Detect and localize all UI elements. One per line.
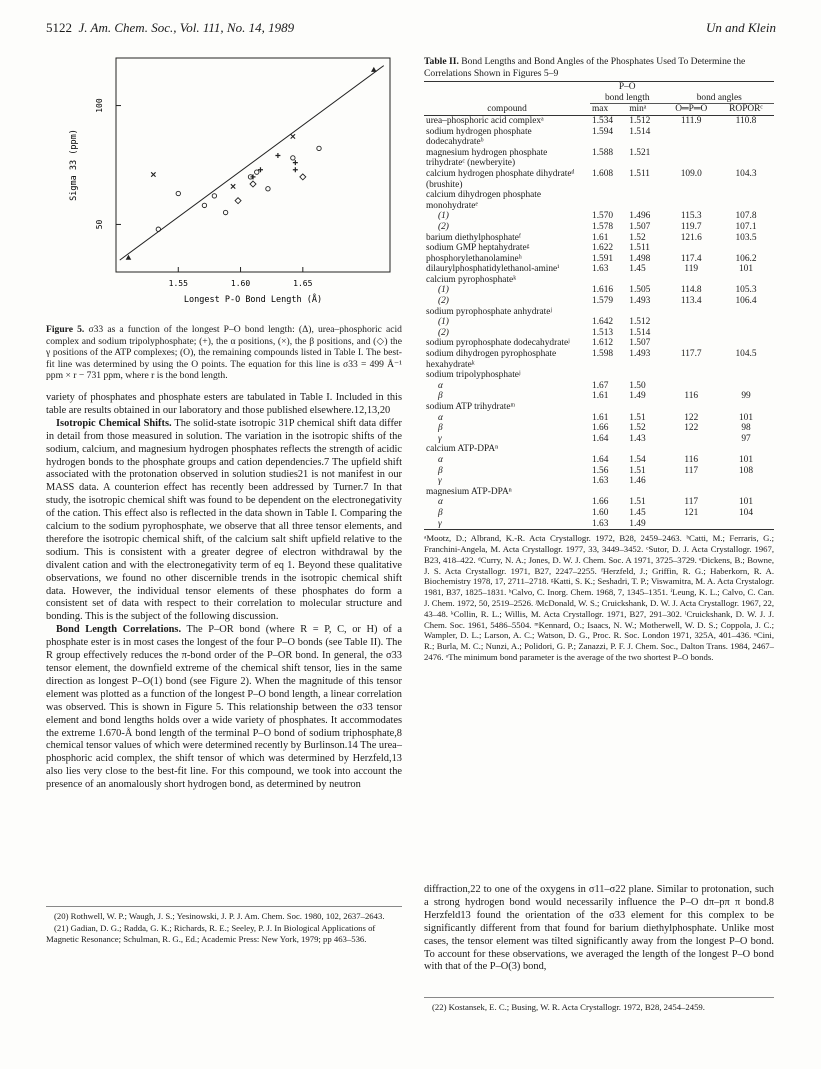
table-row	[424, 148, 774, 169]
cell-min	[627, 402, 664, 413]
header-max: max	[590, 104, 627, 116]
cell-compound: urea–phosphoric acid complexᵃ	[426, 115, 544, 126]
cell-max: 1.642	[592, 317, 614, 328]
cell-max: 1.534	[592, 115, 614, 126]
header-po: P–O	[590, 82, 665, 93]
table-row	[424, 497, 774, 508]
cell-compound: magnesium ATP-DPAⁿ	[426, 486, 512, 497]
table-2	[424, 81, 774, 530]
header-ropor: ROPORᶜ	[718, 104, 774, 116]
cell-a2	[718, 370, 774, 381]
table-row	[424, 508, 774, 519]
cell-max	[590, 487, 627, 498]
table-row	[424, 275, 774, 286]
table-row	[424, 466, 774, 477]
cell-max: 1.579	[592, 296, 614, 307]
cell-a2: 101	[738, 264, 754, 275]
triangle-point	[371, 67, 377, 72]
cell-compound: α	[438, 454, 443, 465]
page-number: 5122	[46, 20, 72, 35]
cell-compound: barium diethylphosphateᶠ	[426, 232, 521, 243]
table-row	[424, 328, 774, 339]
cell-max: 1.61	[592, 232, 609, 243]
cell-max: 1.61	[592, 391, 609, 402]
cell-a2	[718, 307, 774, 318]
cell-a1	[665, 519, 719, 530]
cell-min: 1.51	[629, 465, 646, 476]
figure-caption	[46, 324, 402, 382]
cell-compound: (1)	[438, 211, 449, 222]
cell-min: 1.514	[629, 126, 651, 137]
table-body	[424, 115, 774, 529]
left-footnotes	[46, 906, 402, 945]
cell-a1: 113.4	[680, 296, 702, 307]
cell-compound: dilaurylphosphatidylethanol-amineⁱ	[426, 264, 560, 275]
cell-max: 1.594	[592, 126, 614, 137]
table-row	[424, 307, 774, 318]
cell-a2: 107.8	[735, 211, 757, 222]
cell-max: 1.612	[592, 338, 614, 349]
cell-max	[590, 307, 627, 318]
cell-compound: calcium pyrophosphateᵏ	[426, 274, 517, 285]
header-min: minᵃ	[627, 104, 664, 116]
cell-a1	[665, 190, 719, 211]
cell-max: 1.622	[592, 243, 614, 254]
cell-min: 1.507	[629, 221, 651, 232]
x-tick-label: 1.55	[168, 279, 188, 288]
cell-compound: sodium pyrophosphate anhydrateʲ	[426, 306, 552, 317]
cell-compound: sodium tripolyphosphateʲ	[426, 370, 521, 381]
cell-a2: 104.5	[735, 349, 757, 360]
cell-a2	[718, 148, 774, 169]
cell-max: 1.64	[592, 433, 609, 444]
table-row	[424, 413, 774, 424]
table-row	[424, 423, 774, 434]
circle-point	[176, 191, 180, 195]
cell-a2	[718, 243, 774, 254]
cell-compound: sodium pyrophosphate dodecahydrateʲ	[426, 338, 570, 349]
header-bond-angles: bond angles	[665, 93, 775, 104]
table-title-text: Bond Lengths and Bond Angles of the Phosphates Used To Determine the Correlations Shown in Figures 5–9	[424, 56, 746, 79]
cell-a2: 107.1	[735, 221, 757, 232]
footnote-20: (20) Rothwell, W. P.; Waugh, J. S.; Yesinowski, J. P. J. Am. Chem. Soc. 1980, 102, 2637–2643.	[54, 911, 385, 921]
cell-a2	[718, 328, 774, 339]
paragraph-1: variety of phosphates and phosphate esters are tabulated in Table I. Included in this table are results obtained in our laboratory and those published elsewhere.12,13,20	[46, 391, 402, 416]
cell-max: 1.616	[592, 285, 614, 296]
circle-point	[291, 156, 295, 160]
right-body-text	[424, 884, 774, 974]
cell-compound: calcium ATP-DPAⁿ	[426, 444, 499, 455]
cell-a1	[665, 476, 719, 487]
cell-min: 1.51	[629, 412, 646, 423]
cell-min: 1.45	[629, 264, 646, 275]
cell-max: 1.608	[592, 168, 614, 179]
cell-max: 1.67	[592, 380, 609, 391]
table-row	[424, 487, 774, 498]
cell-min: 1.512	[629, 115, 651, 126]
cell-max: 1.63	[592, 476, 609, 487]
cell-min: 1.46	[629, 476, 646, 487]
footnote-21: (21) Gadian, D. G.; Radda, G. K.; Richards, R. E.; Seeley, P. J. In Biological Applications of Magnetic Resonance; Schulman, R. G., Ed.; Academic Press: New York, 1979; pp 463–536.	[46, 922, 376, 944]
cell-a1: 119	[684, 264, 699, 275]
diamond-point	[250, 181, 256, 187]
cell-compound: sodium hydrogen phosphate dodecahydrateᵇ	[426, 126, 532, 148]
right-footnotes	[424, 997, 774, 1013]
cell-max: 1.63	[590, 519, 627, 530]
table-row	[424, 455, 774, 466]
cell-max: 1.66	[592, 423, 609, 434]
cell-compound: phosphorylethanolamineʰ	[426, 253, 522, 264]
cell-a1	[665, 381, 719, 392]
right-paragraph: diffraction,22 to one of the oxygens in σ11–σ22 plane. Similar to protonation, such a strong hydrogen bond would necessarily influence the P–O dπ–pπ π bond.8 Herzfeld13 found the orientation of the σ33 element for this complex to be significantly different from that found for barium diethylphosphate. Unlike most cases, the tensor element was tilted significantly away from the longest P–O bond. To account for these observations, we averaged the length of the longest P–O bond with that of the P–O(3) bond,	[424, 884, 774, 973]
cell-min	[627, 275, 664, 286]
cell-a2	[718, 444, 774, 455]
table-row	[424, 381, 774, 392]
header-left	[46, 20, 294, 36]
section-heading-isotropic: Isotropic Chemical Shifts.	[56, 417, 172, 429]
footnote-22: (22) Kostansek, E. C.; Busing, W. R. Acta Crystallogr. 1972, B28, 2454–2459.	[432, 1002, 705, 1012]
cell-a1: 121.6	[680, 232, 702, 243]
cell-a1: 114.8	[680, 285, 702, 296]
cell-a2	[718, 275, 774, 286]
cell-compound: γ	[438, 476, 442, 487]
cell-a2	[718, 402, 774, 413]
cell-compound: β	[438, 391, 443, 402]
cell-a2: 106.2	[735, 253, 757, 264]
cell-max: 1.588	[592, 147, 614, 158]
cell-max: 1.56	[592, 465, 609, 476]
cell-min: 1.511	[629, 243, 650, 254]
cell-compound: calcium hydrogen phosphate dihydrateᵈ (brushite)	[426, 168, 575, 190]
cell-a2: 101	[738, 412, 754, 423]
cell-max: 1.66	[592, 497, 609, 508]
page-header	[46, 20, 776, 38]
cell-max	[590, 275, 627, 286]
cell-a1: 117	[684, 497, 699, 508]
circle-point	[255, 170, 259, 174]
cell-min: 1.51	[629, 497, 646, 508]
paragraph-3-text: The P–OR bond (where R = P, C, or H) of a phosphate ester is in most cases the longest of the four P–O bonds (see Table II). The R group effectively reduces the π-bond order of the P–OR bond. In general, the σ33 tensor element, the downfield extreme of the chemical shift tensor, lies in the same direction as longest P–O(1) bond (see Figure 2). When the magnitude of this tensor element was plotted as a function of the longest P–O bond length, a linear correlation was observed. This is shown in Figure 5. This relationship between the σ33 tensor element and bond lengths holds over a wide variety of phosphates. It accommodates the extreme 1.670-Å bond length of the terminal P–O bond of sodium triphosphate,8 chemical tensor values of which were determined recently by Burlinson.14 The urea–phosphoric acid complex, the shift tensor of which was determined by Herzfeld,13 also lies very close to the best-fit line. For this compound, we took into account the presence of an anomalously short hydrogen bond, as determined by neutron	[46, 624, 402, 791]
y-tick-label: 100	[95, 98, 104, 113]
cell-compound: α	[438, 497, 443, 508]
x-tick-label: 1.65	[293, 279, 313, 288]
cell-min: 1.505	[629, 285, 651, 296]
cell-compound: α	[438, 412, 443, 423]
cell-max: 1.64	[592, 454, 609, 465]
cross-point	[151, 172, 155, 176]
diamond-point	[300, 174, 306, 180]
table-row	[424, 264, 774, 275]
cell-min: 1.496	[629, 211, 651, 222]
table-row	[424, 434, 774, 445]
cell-a1: 117.7	[680, 349, 702, 360]
cell-a2: 105.3	[735, 285, 757, 296]
cell-a1: 116	[684, 391, 699, 402]
cell-a2: 108	[738, 465, 754, 476]
table-row	[424, 370, 774, 381]
table-row	[424, 190, 774, 211]
cell-compound: α	[438, 380, 443, 391]
cell-a1: 117.4	[680, 253, 702, 264]
paragraph-2-text: The solid-state isotropic 31P chemical shift data differ in detail from those measured in solution. The variation in the isotropic shifts of the sodium, calcium, and magnesium hydrogen phosphates reflects the strength of acidic hydrogen bonds to the phosphate groups and cation dependencies.7 The upfield shift associated with the protonation observed in solution studies21 is not manifest in our MASS data. A counterion effect has recently been addressed by Turner.7 In that study, the isotropic chemical shift was found to be dependent on the electronegativity of the cation. This effect also is reflected in the data shown in Table I. Comparing the calcium to the sodium pyrophosphate, we observe that all three tensor elements, and therefore the isotropic chemical shift, of the calcium salt shift upfield relative to the sodium. This is consistent with a greater degree of electron withdrawal by the divalent cation and with the electronegativity term of eq 1. Beyond these qualitative observations, we found no other discernible trends in the isotropic chemical shift data. However, the individual tensor elements of these phosphates do form a consistent set of data with respect to their correlation to molecular structure and bonding. This is the subject of the following discussion.	[46, 417, 402, 623]
header-spacer-2	[665, 82, 775, 93]
cell-min: 1.49	[629, 391, 646, 402]
table-row	[424, 233, 774, 244]
circle-point	[266, 187, 270, 191]
cell-a2	[718, 127, 774, 148]
cell-a1	[665, 317, 719, 328]
cell-a2: 104.3	[735, 168, 757, 179]
cross-point	[291, 134, 295, 138]
cell-a1: 117	[684, 465, 699, 476]
cell-a2: 97	[741, 433, 751, 444]
table-row	[424, 317, 774, 328]
cell-max: 1.513	[592, 327, 614, 338]
header-compound: compound	[424, 104, 590, 116]
cell-min	[627, 487, 664, 498]
cell-max	[590, 444, 627, 455]
cell-max: 1.60	[592, 507, 609, 518]
cell-compound: (1)	[438, 285, 449, 296]
cell-compound: (2)	[438, 221, 449, 232]
cell-max: 1.61	[592, 412, 609, 423]
cell-max	[590, 190, 627, 211]
cell-a1	[665, 444, 719, 455]
table-header-row-3	[424, 104, 774, 116]
cell-a2: 101	[738, 454, 754, 465]
cell-a2	[718, 476, 774, 487]
cell-min: 1.493	[629, 296, 651, 307]
table-header-row-1	[424, 82, 774, 93]
cell-a2: 99	[741, 391, 751, 402]
cell-a1: 115.3	[680, 211, 702, 222]
cell-a2: 106.4	[735, 296, 757, 307]
cell-compound: γ	[438, 433, 442, 444]
cell-max: 1.63	[592, 264, 609, 275]
cell-max: 1.591	[592, 253, 614, 264]
right-column	[424, 40, 774, 663]
cell-compound: (1)	[438, 317, 449, 328]
table-row	[424, 476, 774, 487]
cell-a2: 98	[741, 423, 751, 434]
table-row	[424, 127, 774, 148]
cell-a1	[665, 243, 719, 254]
table-row	[424, 402, 774, 413]
cell-compound: β	[438, 465, 443, 476]
cell-a1: 109.0	[680, 168, 702, 179]
table-title	[424, 56, 774, 79]
plus-point	[275, 153, 280, 158]
y-axis-label: Sigma 33 (ppm)	[69, 129, 79, 201]
cell-compound: γ	[424, 519, 590, 530]
cell-a2	[718, 487, 774, 498]
cell-min: 1.514	[629, 327, 651, 338]
table-row	[424, 285, 774, 296]
table-notes: ᵃMootz, D.; Albrand, K.-R. Acta Crystallogr. 1972, B28, 2459–2463. ᵇCatti, M.; Ferraris, G.; Franchini-Angela, M. Acta Crystallogr. 1977, 33, 3449–3452. ᶜSutor, D. J. Acta Crystallogr. 1967, B23, 418–422. ᵈCurry, N. A.; Jones, D. W. J. Chem. Soc. A 1971, 3725–3729. ᵉDickens, B.; Bowne, J. S. Acta Crystallogr. 1971, B27, 2247–2255. ᶠHerzfeld, J.; Griffin, R. G.; Haberkorn, R. A. Biochemistry 1978, 17, 2711–2718. ᵍKatti, S. K.; Seshadri, T. P.; Viswamitra, M. A. Acta Crystalogr. 1981, B37, 1825–1831. ʰCalvo, C. Inorg. Chem. 1968, 7, 1345–1351. ⁱLeung, K. L.; Calvo, C. Can. J. Chem. 1972, 50, 2519–2526. ʲMcDonald, W. S.; Cruickshank, D. W. J. Acta Crystallogr. 1967, 22, 43–48. ᵏCollin, R. L.; Willis, M. Acta Crystallogr. 1971, B27, 291–302. ˡCruickshank, D. W. J. J. Chem. Soc. 1961, 5486–5504. ᵐKennard, O.; Isaacs, N. W.; Motherwell, W. D. S.; Coppola, J. C.; Wampler, D. L.; Larson, A. C.; Watson, D. G., Proc. R. Soc. London 1971, 325A, 401–436. ⁿCini, R.; Burla, M. C.; Nunzi, A.; Polidori, G. P.; Zanazzi, P. F. J. Chem. Soc., Dalton Trans. 1984, 2467–2476. ᵒThe minimum bond parameter is the average of the two shortest P–O bonds.	[424, 533, 774, 662]
table-row	[424, 519, 774, 530]
circle-point	[156, 227, 160, 231]
paragraph-2	[46, 418, 402, 625]
cell-min	[627, 190, 664, 211]
cell-min	[627, 307, 664, 318]
cell-compound: magnesium hydrogen phosphate trihydrateᶜ (newberyite)	[426, 147, 548, 169]
cell-a2	[718, 317, 774, 328]
table-row	[424, 338, 774, 349]
plus-point	[293, 160, 298, 165]
table-row	[424, 349, 774, 370]
table-header-row-2	[424, 93, 774, 104]
cell-a2: 101	[738, 497, 754, 508]
cell-a1	[665, 487, 719, 498]
cell-min: 1.50	[629, 380, 646, 391]
cell-a2: 110.8	[735, 115, 757, 126]
table-row	[424, 444, 774, 455]
cell-a1	[665, 338, 719, 349]
header-opo: O═P═O	[665, 104, 719, 116]
cell-a1: 122	[684, 412, 699, 423]
cell-max	[590, 402, 627, 413]
cell-max: 1.578	[592, 221, 614, 232]
cell-a1	[665, 370, 719, 381]
cell-min: 1.521	[629, 147, 651, 158]
header-spacer-3	[424, 93, 590, 104]
cell-a2	[718, 190, 774, 211]
cell-min	[627, 444, 664, 455]
cell-a1	[665, 148, 719, 169]
header-authors: Un and Klein	[705, 20, 776, 35]
cell-compound: sodium GMP heptahydrateᵍ	[426, 243, 530, 254]
circle-point	[317, 146, 321, 150]
left-column	[46, 40, 402, 792]
table-row	[424, 211, 774, 222]
cell-min: 1.511	[629, 168, 650, 179]
table-row	[424, 243, 774, 254]
cell-a2	[718, 338, 774, 349]
cell-a1	[665, 307, 719, 318]
figure-5	[46, 50, 402, 320]
scatter-chart	[46, 50, 402, 320]
figure-label: Figure 5.	[46, 324, 85, 335]
cell-min: 1.54	[629, 454, 646, 465]
cell-compound: calcium dihydrogen phosphate monohydrateᵉ	[426, 190, 542, 211]
table-row	[424, 296, 774, 307]
cell-compound: (2)	[438, 296, 449, 307]
cell-min: 1.52	[629, 423, 646, 434]
cell-min: 1.43	[629, 433, 646, 444]
table-row	[424, 391, 774, 402]
table-row	[424, 169, 774, 190]
cell-compound: sodium ATP trihydrateᵐ	[426, 402, 516, 412]
circle-point	[212, 194, 216, 198]
cell-a1: 111.9	[681, 115, 702, 126]
y-tick-label: 50	[95, 219, 104, 230]
diamond-point	[235, 198, 241, 204]
cell-min: 1.45	[629, 507, 646, 518]
cell-a2: 103.5	[735, 232, 757, 243]
plot-frame	[116, 58, 390, 272]
cell-compound: sodium dihydrogen pyrophosphate hexahydrateᵏ	[426, 349, 557, 370]
cell-a2: 104	[738, 507, 754, 518]
cell-min: 1.52	[629, 232, 646, 243]
paragraph-3	[46, 624, 402, 792]
cell-a1	[665, 402, 719, 413]
cell-max: 1.570	[592, 211, 614, 222]
circle-point	[202, 203, 206, 207]
cell-a1: 119.7	[680, 221, 702, 232]
cell-a1	[665, 328, 719, 339]
table-row	[424, 254, 774, 265]
cell-a1	[665, 434, 719, 445]
plus-point	[293, 167, 298, 172]
cell-a1	[665, 127, 719, 148]
header-bond-length: bond length	[590, 93, 665, 104]
cell-a2	[718, 519, 774, 530]
cell-a1: 116	[684, 454, 699, 465]
table-label: Table II.	[424, 56, 459, 67]
table-row	[424, 115, 774, 126]
cell-a1	[665, 275, 719, 286]
cross-point	[231, 184, 235, 188]
journal-citation: J. Am. Chem. Soc., Vol. 111, No. 14, 1989	[78, 20, 295, 35]
cell-min: 1.498	[629, 253, 651, 264]
section-heading-bond-length: Bond Length Correlations.	[56, 624, 182, 636]
cell-a1: 122	[684, 423, 699, 434]
figure-caption-text: σ33 as a function of the longest P–O bond length: (Δ), urea–phosphoric acid complex and sodium tripolyphosphate; (+), the α positions, (×), the β positions, and (◇) the γ positions of the ATP complexes; (O), the remaining compounds listed in Table I. The best-fit line was determined by using the O points. The equation for this line is σ33 = 499 Å⁻¹ ppm × r − 731 ppm, where r is the bond length.	[46, 324, 402, 382]
cell-compound: β	[438, 507, 443, 518]
cell-min: 1.49	[627, 519, 664, 530]
cell-max: 1.598	[592, 349, 614, 360]
x-axis-label: Longest P-O Bond Length (Å)	[183, 295, 323, 305]
cell-min: 1.493	[629, 349, 651, 360]
circle-point	[223, 210, 227, 214]
cell-compound: (2)	[438, 327, 449, 338]
table-row	[424, 222, 774, 233]
cell-min: 1.512	[629, 317, 651, 328]
cell-a1: 121	[684, 507, 699, 518]
x-tick-label: 1.60	[230, 279, 251, 288]
cell-max	[590, 370, 627, 381]
cell-compound: β	[438, 423, 443, 434]
header-spacer	[424, 82, 590, 93]
left-body-text	[46, 392, 402, 792]
cell-a2	[718, 381, 774, 392]
cell-min: 1.507	[629, 338, 651, 349]
cell-min	[627, 370, 664, 381]
